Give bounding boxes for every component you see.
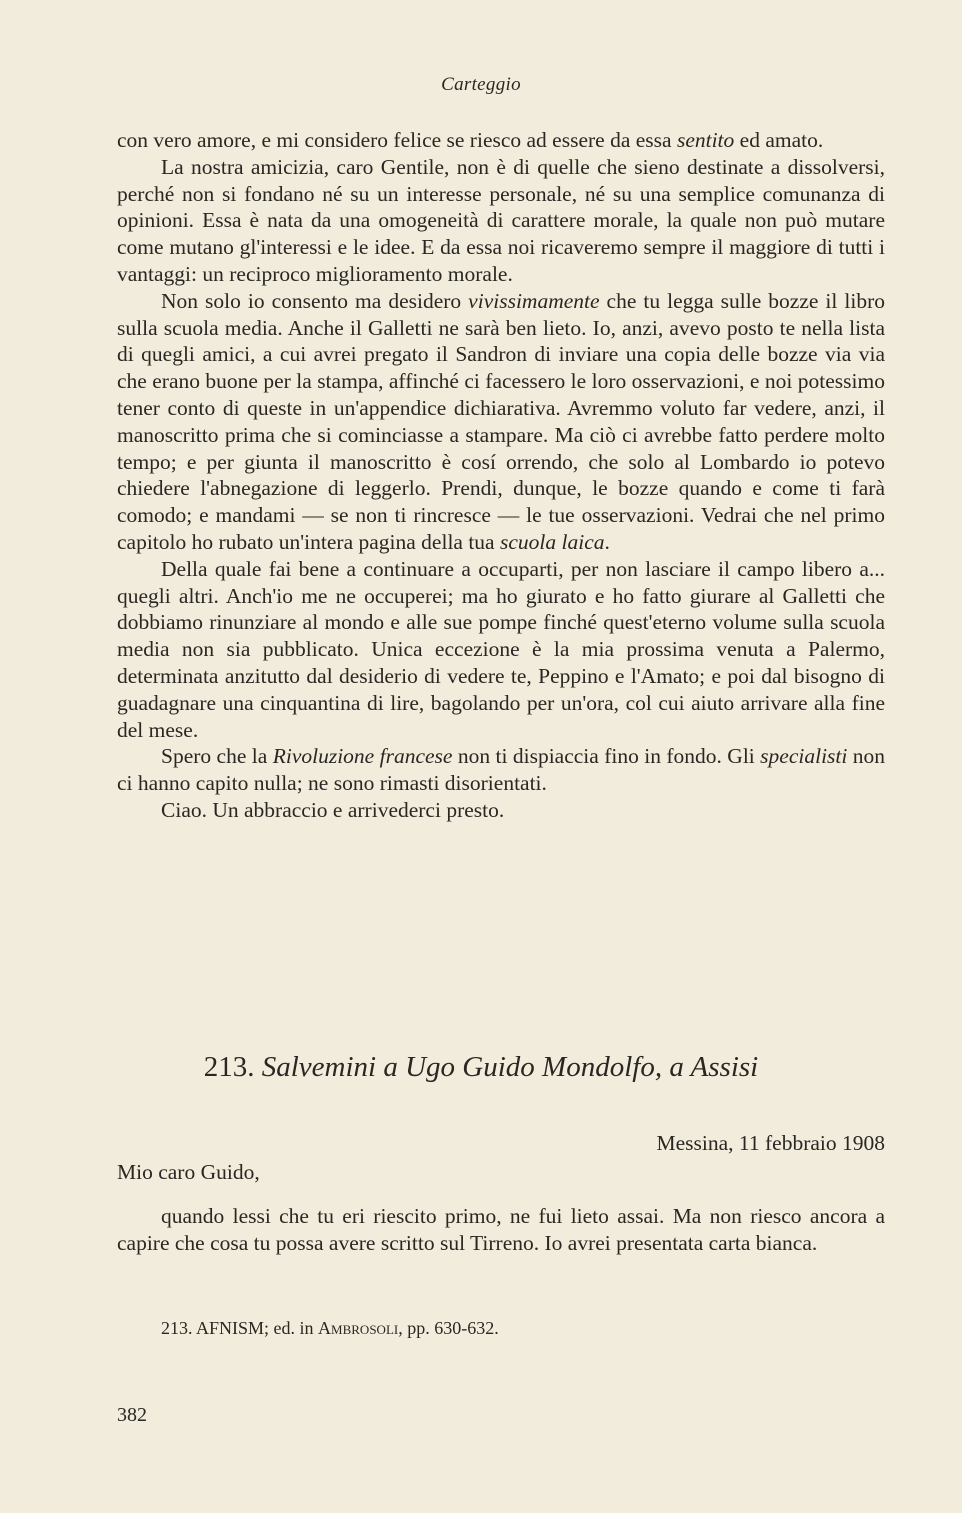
paragraph-5 xyxy=(117,743,885,797)
footnote-pages: , pp. 630-632. xyxy=(398,1318,499,1338)
text-segment: con vero amore, e mi considero felice se riesco ad essere da essa xyxy=(117,128,677,152)
italic-segment: scuola laica xyxy=(499,529,605,554)
paragraph-4 xyxy=(117,556,885,744)
letter-title: Salvemini a Ugo Guido Mondolfo, a Assisi xyxy=(261,1051,759,1083)
letter-body xyxy=(117,1203,885,1257)
place-date: Messina, 11 febbraio 1908 xyxy=(656,1131,885,1155)
text-segment: non ti dispiaccia fino in fondo. Gli xyxy=(452,744,761,769)
paragraph-1 xyxy=(117,127,885,154)
text-segment: Non solo io consento ma desidero xyxy=(161,288,469,313)
paragraph-6 xyxy=(117,797,885,824)
italic-segment: specialisti xyxy=(760,744,848,769)
body-text xyxy=(117,127,885,824)
italic-segment: sentito xyxy=(676,128,735,152)
running-head: Carteggio xyxy=(441,74,521,95)
italic-segment: Rivoluzione francese xyxy=(272,744,453,769)
page-number: 382 xyxy=(117,1404,147,1426)
text-segment: non ci hanno capito nulla; ne sono rimasti disorientati. xyxy=(117,744,886,796)
letter-number: 213. xyxy=(203,1051,255,1083)
text-segment: che tu legga sulle bozze il libro sulla scuola media. Anche il Galletti ne sarà ben lieto. Io, anzi, avevo posto te nella lista di quegli amici, a cui avrei pregato il Sandron di inviare una copia delle bozze via via che erano buone per la stampa, affinché ci facessero le loro osservazioni, e noi potessimo tener conto di queste in un'appendice dichiarativa. Avremmo voluto far vedere, anzi, il manoscritto prima che si cominciasse a stampare. Ma ciò ci avrebbe fatto perdere molto tempo; e per giunta il manoscritto è cosí orrendo, che solo al Lombardo io potevo chiedere l'abnegazione di leggerlo. Prendi, dunque, le bozze quando e come ti farà comodo; e mandami — se non ti rincresce — le tue osservazioni. Vedrai che nel primo capitolo ho rubato un'intera pagina della tua xyxy=(117,288,885,554)
italic-segment: vivissimamente xyxy=(468,288,600,313)
letter-heading xyxy=(0,1049,962,1085)
footnote-author: Ambrosoli xyxy=(318,1318,399,1338)
paragraph-3 xyxy=(117,288,885,556)
paragraph-2 xyxy=(117,154,885,288)
text-segment: . xyxy=(604,529,610,554)
text-segment: La nostra amicizia, caro Gentile, non è di quelle che sieno destinate a dissolversi, perché non si fondano né su un interesse personale, né su una semplice comunanza di opinioni. Essa è nata da una omogeneità di carattere morale, la quale non può mutare come mutano gl'interessi e le idee. E da essa noi ricaveremo sempre il maggiore di tutti i vantaggi: un reciproco miglioramento morale. xyxy=(117,154,885,286)
letter-paragraph: quando lessi che tu eri riescito primo, ne fui lieto assai. Ma non riesco ancora a capire che cosa tu possa avere scritto sul Tirreno. Io avrei presentata carta bianca. xyxy=(117,1204,885,1255)
text-segment: ed amato. xyxy=(734,128,824,152)
salutation: Mio caro Guido, xyxy=(117,1160,260,1184)
text-segment: Spero che la xyxy=(161,744,273,769)
footnote-number: 213. xyxy=(161,1318,193,1338)
footnote xyxy=(161,1317,499,1339)
text-segment: Ciao. Un abbraccio e arrivederci presto. xyxy=(161,797,505,822)
text-segment: Della quale fai bene a continuare a occuparti, per non lasciare il campo libero a... quegli altri. Anch'io me ne occuperei; ma ho giurato e ho fatto giurare al Galletti che dobbiamo rinunziare al mondo e alle sue pompe finché quest'eterno volume sulla scuola media non sia pubblicato. Unica eccezione è la mia prossima venuta a Palermo, determinata anzitutto dal desiderio di vedere te, Peppino e l'Amato; e poi dal bisogno di guadagnare una cinquantina di lire, bagolando per un'ora, col cui aiuto arrivare alla fine del mese. xyxy=(117,556,885,742)
footnote-source: AFNISM; ed. in xyxy=(196,1318,314,1338)
